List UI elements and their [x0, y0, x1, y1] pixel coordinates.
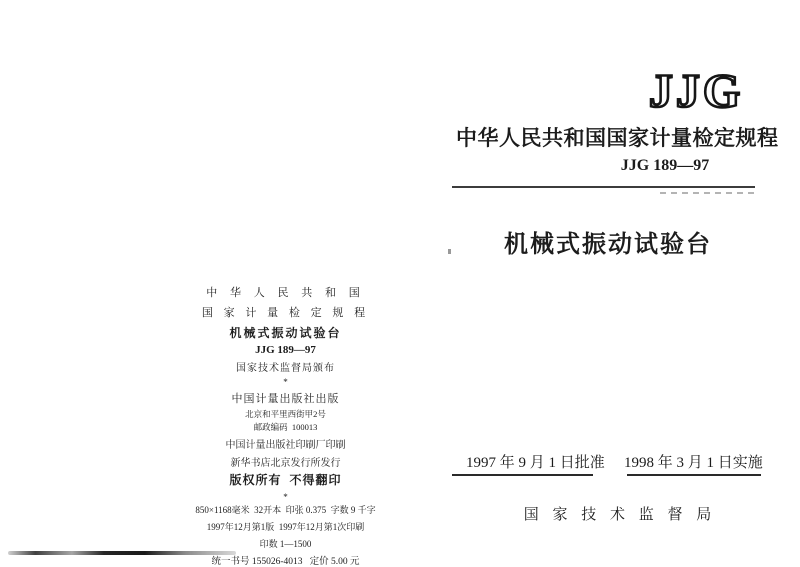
- colophon-edition-line: 1997年12月第1版 1997年12月第1次印刷: [206, 522, 365, 532]
- scan-artifact-smudge-line: [8, 551, 236, 555]
- colophon-publisher: 中国计量出版社出版: [231, 393, 340, 405]
- colophon-distributor: 新华书店北京发行所发行: [230, 458, 341, 469]
- cover-title: 中华人民共和国国家计量检定规程: [456, 126, 779, 150]
- scan-artifact-speck: [448, 249, 451, 254]
- colophon-regulation-type: 国 家 计 量 检 定 规 程: [201, 307, 370, 319]
- colophon-doc-number: JJG 189—97: [255, 344, 316, 356]
- approve-date-underline: [452, 474, 593, 476]
- approve-date: 1997 年 9 月 1 日批准: [466, 455, 605, 471]
- colophon-format-line: 850×1168毫米 32开本 印张 0.375 字数 9 千字: [195, 505, 376, 515]
- colophon-print-run: 印数 1—1500: [259, 539, 312, 549]
- cover-subject-title: 机械式振动试验台: [504, 232, 712, 258]
- implement-date-underline: [627, 474, 761, 476]
- colophon-block: [168, 284, 403, 567]
- colophon-book-number: 统一书号 155026-4013 定价 5.00 元: [211, 557, 360, 567]
- scan-artifact-dashes: [660, 192, 755, 194]
- colophon-printer: 中国计量出版社印刷厂印刷: [225, 440, 346, 451]
- colophon-copyright: 版权所有 不得翻印: [229, 473, 342, 487]
- colophon-issuer-line: 国家技术监督局颁布: [236, 363, 335, 374]
- colophon-subject: 机械式振动试验台: [229, 326, 342, 340]
- cover-doc-number: JJG 189—97: [620, 157, 710, 174]
- implement-date: 1998 年 3 月 1 日实施: [624, 455, 763, 471]
- separator-asterisk: *: [283, 492, 288, 502]
- colophon-address: 北京和平里西街甲2号: [245, 409, 326, 419]
- header-rule: [452, 186, 755, 188]
- jjg-logo: JJG: [648, 65, 744, 118]
- separator-asterisk: *: [283, 377, 288, 387]
- colophon-country: 中 华 人 民 共 和 国: [206, 287, 365, 299]
- issuing-authority: 国 家 技 术 监 督 局: [523, 507, 717, 523]
- colophon-postcode: 邮政编码 100013: [253, 422, 318, 432]
